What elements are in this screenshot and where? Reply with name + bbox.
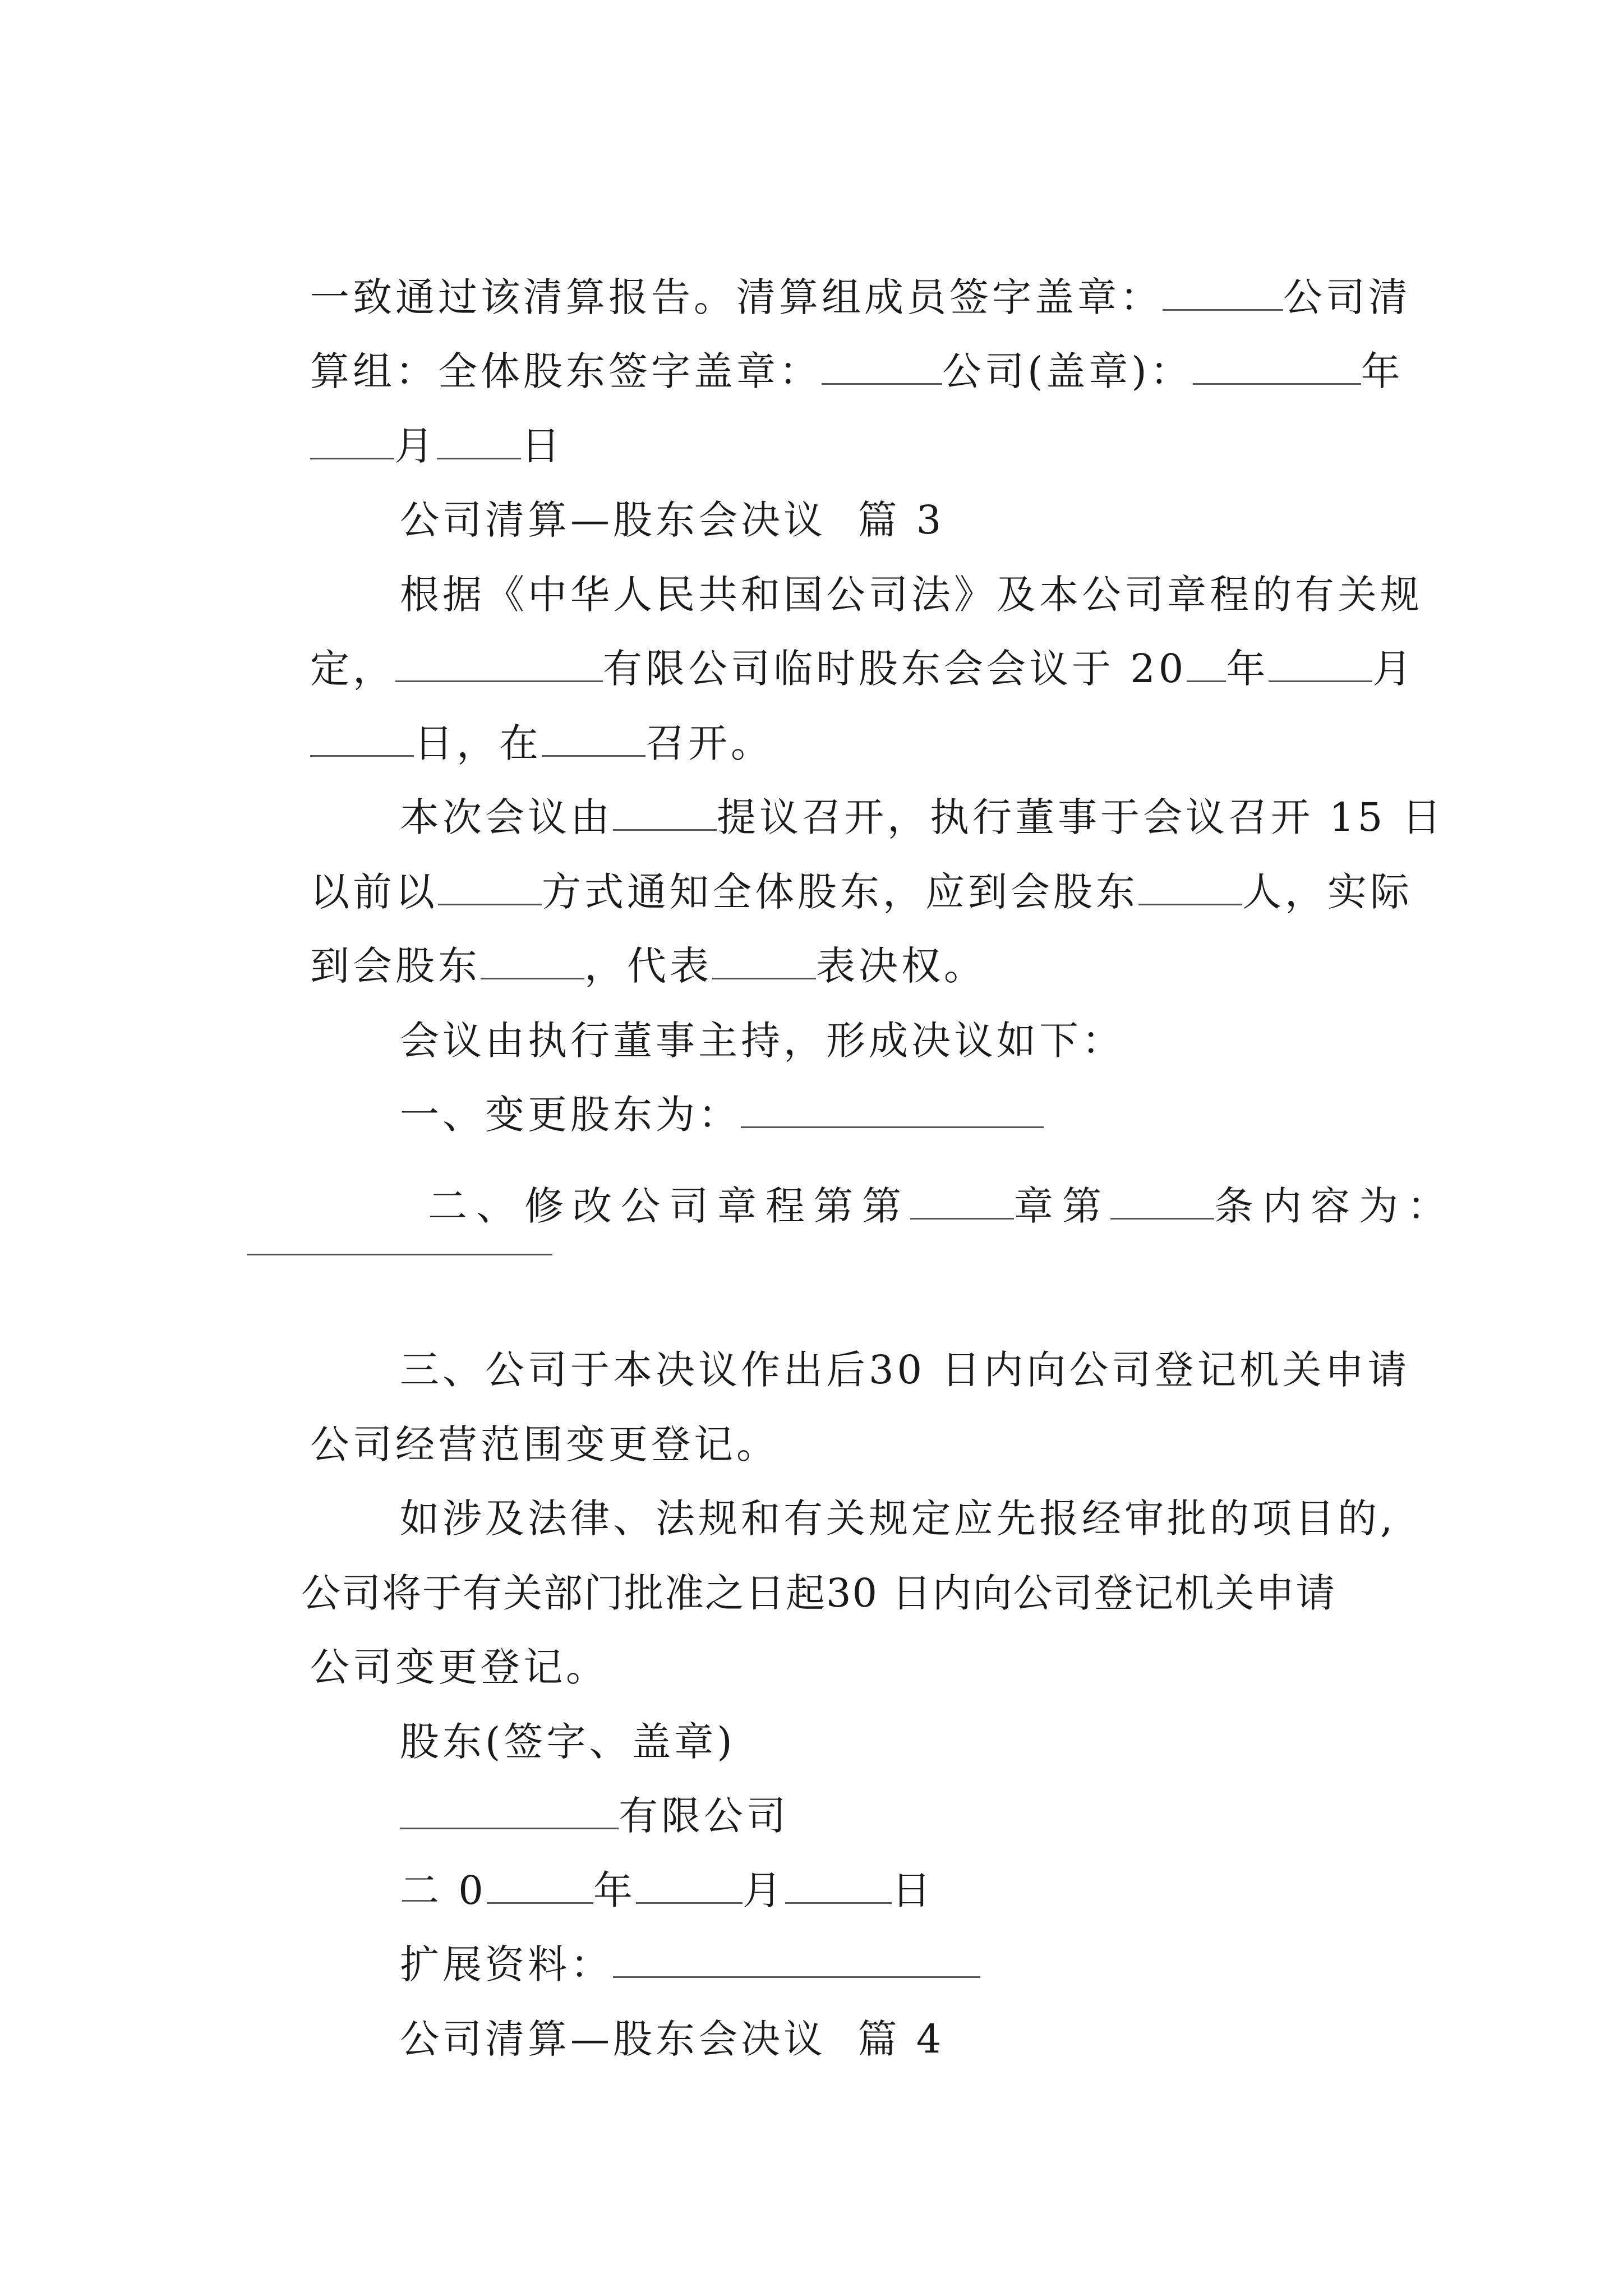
text-segment: 日 [521,423,564,469]
text-segment: 月 [394,423,437,469]
text-segment: ，代表 [584,943,713,989]
paragraph-line [336,1030,1044,1138]
fill-blank [822,348,942,385]
section-heading [336,436,945,543]
fill-blank [1269,646,1372,682]
text-segment: 以前以 [310,869,439,915]
fill-blank [1187,646,1226,682]
text-segment: 一致通过该清算报告。清算组成员签字盖章： [310,274,1163,320]
text-segment: 章第 [1014,1183,1111,1229]
paragraph-line [247,287,1404,394]
text-segment: 公司清 [1283,274,1412,320]
text-segment: 定， [310,646,396,692]
heading-text: 公司清算—股东会决议 篇 4 [400,2016,945,2062]
text-segment: 公司经营范围变更登记。 [310,1421,780,1467]
text-segment: 日，在 [414,720,542,766]
fill-blank [910,1183,1014,1220]
paragraph-line [336,956,1125,1064]
text-segment: 月 [1372,646,1415,692]
text-segment: 条内容为： [1214,1183,1456,1229]
fill-blank [1138,869,1242,905]
fill-blank [1193,348,1361,385]
heading-text: 公司清算—股东会决议 篇 3 [400,497,945,543]
section-heading [336,1955,945,2062]
date-line [336,1806,934,1913]
text-segment: 年 [1226,646,1269,692]
text-segment: 二、修改公司章程第第 [428,1183,911,1229]
text-segment: 表决权。 [816,943,987,989]
paragraph-line [247,213,1412,320]
company-name-line [336,1732,790,1839]
text-segment: 算组：全体股东签字盖章： [310,348,822,394]
paragraph-line [336,1286,1410,1393]
text-segment: 如涉及法律、法规和有关规定应先报经审批的项目的, [400,1496,1396,1542]
text-segment: 二 0 [400,1867,487,1913]
paragraph-line [342,1122,1456,1229]
text-segment: 有限公司 [619,1793,790,1839]
paragraph-line [336,733,1445,840]
text-segment: 公司将于有关部门批准之日起30 日内向公司登记机关申请 [301,1570,1336,1616]
text-segment: 到会股东 [310,943,481,989]
paragraph-line [247,659,774,766]
text-segment: 提议召开，执行董事于会议召开 15 日 [717,794,1445,840]
text-segment: 扩展资料： [400,1941,614,1987]
paragraph-line [336,1434,1396,1542]
text-segment: 召开。 [645,720,774,766]
text-segment: 方式通知全体股东，应到会股东 [542,869,1139,915]
text-segment: 月 [742,1867,785,1913]
text-segment: 三、公司于本决议作出后30 日内向公司登记机关申请 [400,1347,1410,1393]
fill-blank [247,1254,552,1255]
paragraph-line [247,882,987,989]
paragraph-line [247,1360,780,1467]
text-segment: 公司(盖章)： [942,348,1193,394]
paragraph-line [247,1583,609,1690]
text-segment: 根据《中华人民共和国公司法》及本公司章程的有关规 [400,572,1423,618]
text-segment: 公司变更登记。 [310,1644,609,1690]
text-segment: 一、变更股东为： [400,1092,741,1138]
paragraph-line [247,362,564,469]
text-segment: 股东(签字、盖章) [400,1719,736,1765]
paragraph-line [247,585,1415,692]
paragraph-line [336,1880,980,1987]
paragraph-line [336,510,1423,618]
text-segment: 年 [593,1867,636,1913]
text-segment: 日 [891,1867,934,1913]
paragraph-line [247,808,1413,915]
fill-blank [1110,1183,1214,1220]
paragraph-line [247,1509,1336,1616]
text-segment: 有限公司临时股东会会议于 20 [603,646,1187,692]
text-segment: 人，实际 [1242,869,1413,915]
signature-label [336,1658,736,1765]
text-segment: 年 [1361,348,1404,394]
text-segment: 本次会议由 [400,794,614,840]
text-segment: 会议由执行董事主持，形成决议如下： [400,1018,1125,1064]
